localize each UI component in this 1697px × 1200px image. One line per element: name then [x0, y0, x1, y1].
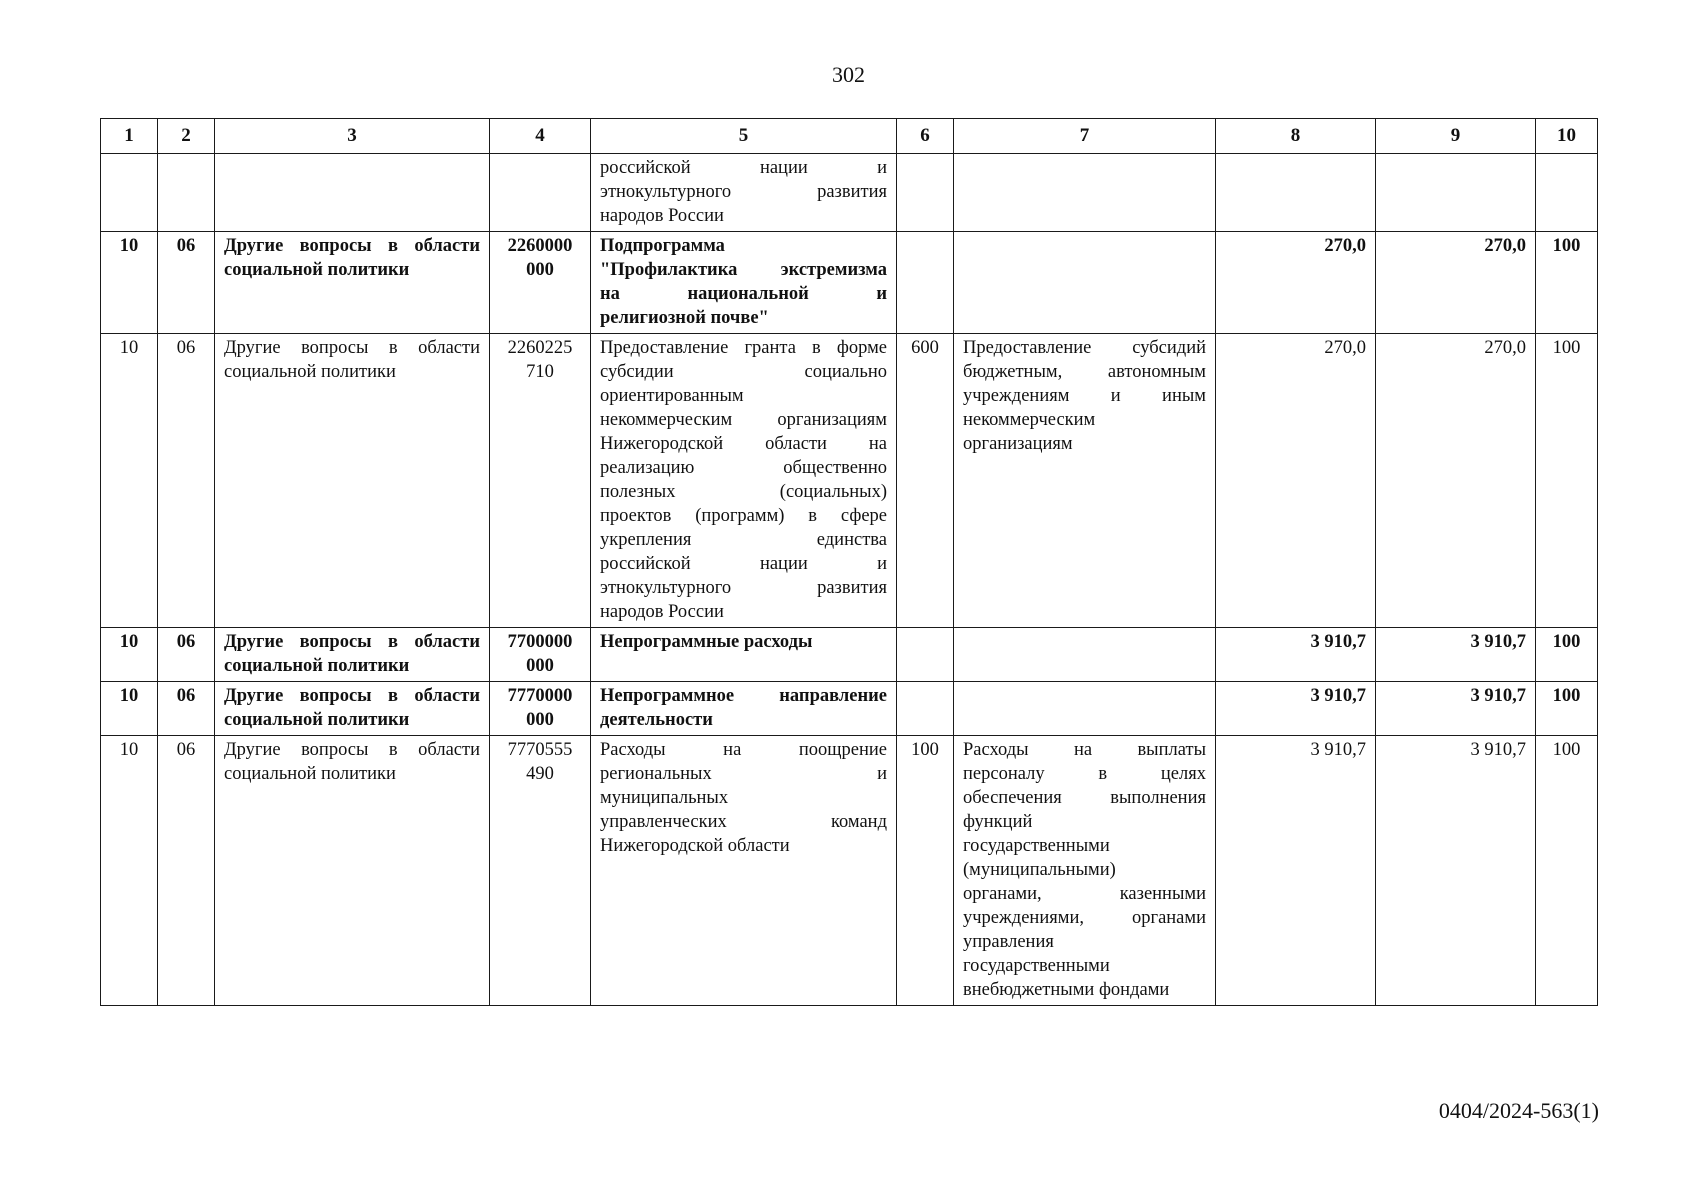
- cell-section: [101, 154, 158, 232]
- cell-text-line: муниципальных: [600, 788, 729, 808]
- cell-expense-type: [897, 628, 954, 682]
- cell-section: 10: [101, 682, 158, 736]
- document-code: 0404/2024-563(1): [1438, 1098, 1599, 1123]
- cell-section-name: Другие вопросы в области социальной политики: [215, 736, 490, 1006]
- cell-percent: 100: [1536, 736, 1598, 1006]
- cell-text-line: (муниципальными): [963, 860, 1116, 880]
- cell-target-name: [591, 232, 897, 334]
- cell-text-line: органами, казенными: [963, 884, 1206, 904]
- cell-approved-amount: 3 910,7: [1216, 628, 1376, 682]
- cell-expense-type-name: [954, 232, 1216, 334]
- table-row: [101, 334, 1598, 628]
- cell-text-line: обеспечения выполнения: [963, 788, 1206, 808]
- cell-text-line: функций: [963, 812, 1033, 832]
- cell-percent: 100: [1536, 628, 1598, 682]
- table-row: [101, 736, 1598, 1006]
- cell-text-line: Непрограммное направление: [600, 686, 887, 706]
- cell-text-line: управленческих команд: [600, 812, 887, 832]
- cell-text-line: ориентированным: [600, 386, 744, 406]
- cell-text-line: Расходы на выплаты: [963, 740, 1206, 760]
- cell-executed-amount: [1376, 154, 1536, 232]
- cell-subsection: 06: [158, 628, 215, 682]
- cell-section-name: Другие вопросы в области социальной политики: [215, 628, 490, 682]
- cell-section: 10: [101, 628, 158, 682]
- cell-text-line: государственными: [963, 836, 1110, 856]
- cell-section: 10: [101, 334, 158, 628]
- table-header-row: [101, 119, 1598, 154]
- header-col-5: 5: [591, 119, 897, 154]
- cell-percent: 100: [1536, 682, 1598, 736]
- header-col-2: 2: [158, 119, 215, 154]
- cell-approved-amount: 270,0: [1216, 334, 1376, 628]
- cell-subsection: [158, 154, 215, 232]
- cell-text-line: организациям: [963, 434, 1073, 454]
- cell-text-line: народов России: [600, 206, 724, 226]
- cell-text-line: народов России: [600, 602, 724, 622]
- cell-subsection: 06: [158, 334, 215, 628]
- header-col-10: 10: [1536, 119, 1598, 154]
- cell-expense-type-name: [954, 736, 1216, 1006]
- cell-executed-amount: 270,0: [1376, 334, 1536, 628]
- cell-text-line: государственными: [963, 956, 1110, 976]
- cell-target-code: [490, 154, 591, 232]
- cell-text-line: этнокультурного развития: [600, 578, 887, 598]
- cell-approved-amount: [1216, 154, 1376, 232]
- cell-target-code: 7700000 000: [490, 628, 591, 682]
- header-col-7: 7: [954, 119, 1216, 154]
- header-col-4: 4: [490, 119, 591, 154]
- cell-text-line: персоналу в целях: [963, 764, 1206, 784]
- cell-expense-type-name: [954, 334, 1216, 628]
- cell-text-line: бюджетным, автономным: [963, 362, 1206, 382]
- cell-expense-type-name: [954, 682, 1216, 736]
- cell-section: 10: [101, 736, 158, 1006]
- table-row: [101, 628, 1598, 682]
- cell-text-line: проектов (программ) в сфере: [600, 506, 887, 526]
- cell-expense-type-name: [954, 628, 1216, 682]
- cell-text-line: Предоставление гранта в форме: [600, 338, 887, 358]
- cell-target-code: 7770555 490: [490, 736, 591, 1006]
- cell-section-name: Другие вопросы в области социальной политики: [215, 682, 490, 736]
- cell-executed-amount: 3 910,7: [1376, 628, 1536, 682]
- cell-executed-amount: 3 910,7: [1376, 736, 1536, 1006]
- header-col-9: 9: [1376, 119, 1536, 154]
- cell-text-line: Подпрограмма: [600, 236, 725, 256]
- cell-approved-amount: 3 910,7: [1216, 736, 1376, 1006]
- cell-text-line: этнокультурного развития: [600, 182, 887, 202]
- cell-text-line: религиозной почве": [600, 308, 769, 328]
- cell-section-name: Другие вопросы в области социальной политики: [215, 334, 490, 628]
- cell-percent: 100: [1536, 232, 1598, 334]
- cell-target-name: [591, 628, 897, 682]
- cell-text-line: некоммерческим: [963, 410, 1096, 430]
- cell-text-line: Нижегородской области на: [600, 434, 887, 454]
- cell-subsection: 06: [158, 682, 215, 736]
- budget-table: [100, 118, 1598, 1006]
- header-col-3: 3: [215, 119, 490, 154]
- cell-section-name: [215, 154, 490, 232]
- cell-text-line: российской нации и: [600, 158, 887, 178]
- cell-target-code: 7770000 000: [490, 682, 591, 736]
- cell-expense-type: 600: [897, 334, 954, 628]
- cell-percent: [1536, 154, 1598, 232]
- cell-text-line: Предоставление субсидий: [963, 338, 1206, 358]
- cell-text-line: некоммерческим организациям: [600, 410, 887, 430]
- cell-target-code: 2260000 000: [490, 232, 591, 334]
- cell-text-line: полезных (социальных): [600, 482, 887, 502]
- header-col-8: 8: [1216, 119, 1376, 154]
- cell-subsection: 06: [158, 232, 215, 334]
- table-row: [101, 154, 1598, 232]
- cell-subsection: 06: [158, 736, 215, 1006]
- cell-text-line: деятельности: [600, 710, 713, 730]
- cell-text-line: на национальной и: [600, 284, 887, 304]
- cell-section: 10: [101, 232, 158, 334]
- cell-expense-type: [897, 682, 954, 736]
- cell-target-code: 2260225 710: [490, 334, 591, 628]
- cell-text-line: учреждениями, органами: [963, 908, 1206, 928]
- cell-text-line: укрепления единства: [600, 530, 887, 550]
- cell-expense-type: [897, 232, 954, 334]
- cell-text-line: "Профилактика экстремизма: [600, 260, 887, 280]
- cell-text-line: Расходы на поощрение: [600, 740, 887, 760]
- cell-text-line: субсидии социально: [600, 362, 887, 382]
- cell-executed-amount: 270,0: [1376, 232, 1536, 334]
- cell-text-line: управления: [963, 932, 1054, 952]
- cell-target-name: [591, 682, 897, 736]
- cell-percent: 100: [1536, 334, 1598, 628]
- header-col-1: 1: [101, 119, 158, 154]
- cell-text-line: внебюджетными фондами: [963, 980, 1170, 1000]
- cell-executed-amount: 3 910,7: [1376, 682, 1536, 736]
- cell-target-name: [591, 736, 897, 1006]
- cell-text-line: российской нации и: [600, 554, 887, 574]
- cell-text-line: реализацию общественно: [600, 458, 887, 478]
- table-body: [101, 154, 1598, 1006]
- cell-target-name: [591, 334, 897, 628]
- cell-text-line: учреждениям и иным: [963, 386, 1206, 406]
- cell-expense-type-name: [954, 154, 1216, 232]
- cell-text-line: региональных и: [600, 764, 887, 784]
- page-number: 302: [832, 62, 865, 87]
- header-col-6: 6: [897, 119, 954, 154]
- cell-section-name: Другие вопросы в области социальной политики: [215, 232, 490, 334]
- cell-target-name: [591, 154, 897, 232]
- table-row: [101, 232, 1598, 334]
- cell-expense-type: [897, 154, 954, 232]
- table-row: [101, 682, 1598, 736]
- cell-expense-type: 100: [897, 736, 954, 1006]
- cell-approved-amount: 270,0: [1216, 232, 1376, 334]
- cell-text-line: Непрограммные расходы: [600, 632, 813, 652]
- cell-approved-amount: 3 910,7: [1216, 682, 1376, 736]
- cell-text-line: Нижегородской области: [600, 836, 790, 856]
